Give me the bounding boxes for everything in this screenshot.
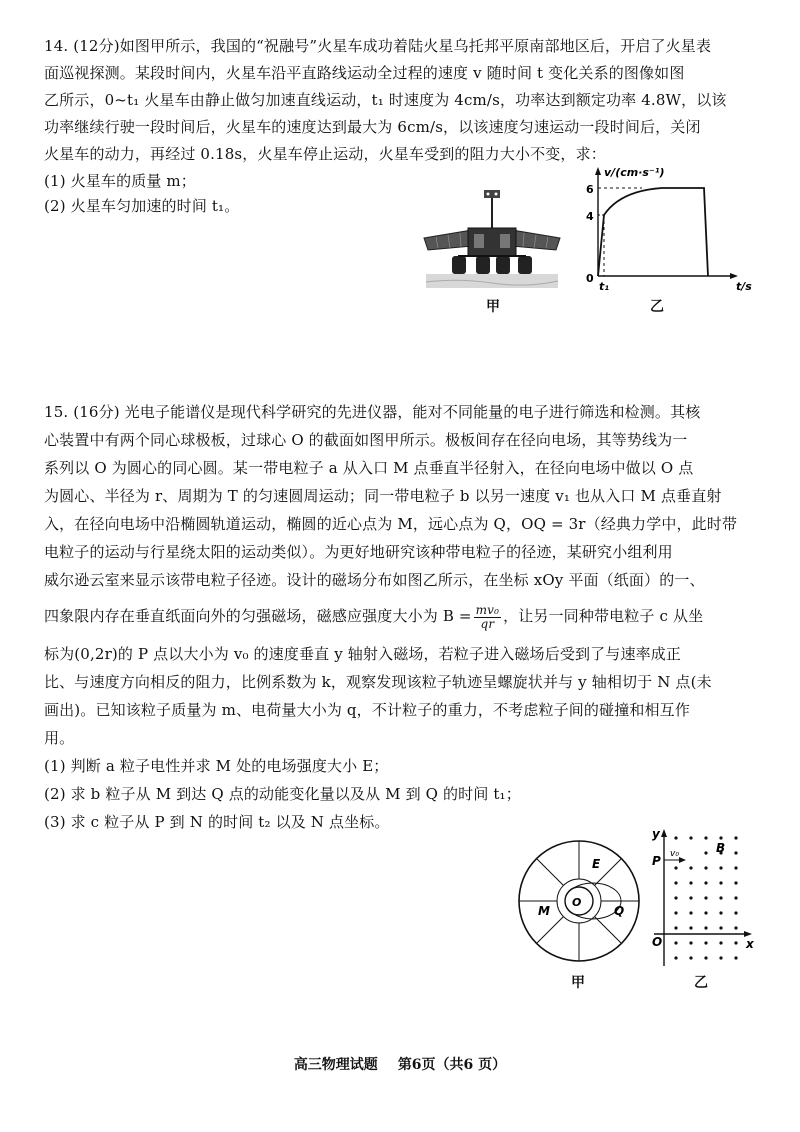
field-dot bbox=[674, 956, 677, 959]
field-figure-caption: 乙 bbox=[694, 975, 708, 991]
q15-line-8 bbox=[44, 600, 760, 632]
field-figure-svg bbox=[650, 826, 760, 970]
q15-line-2: 心装置中有两个同心球极板，过球心 O 的截面如图甲所示。极板间存在径向电场，其等势线为一 bbox=[44, 431, 688, 449]
q15-line-3: 系列以 O 为圆心的同心圆。某一带电粒子 a 从入口 M 点垂直半径射入，在径向电场中做以 O 点 bbox=[44, 459, 694, 477]
y-tick-0: 0 bbox=[586, 272, 594, 285]
y-axis-arrow bbox=[595, 167, 601, 175]
field-dot bbox=[719, 941, 722, 944]
field-dot bbox=[734, 881, 737, 884]
field-dots bbox=[674, 836, 737, 959]
field-dot bbox=[674, 836, 677, 839]
field-label-y: y bbox=[652, 827, 660, 841]
y-axis-label: v/(cm·s⁻¹) bbox=[604, 166, 665, 179]
b-field-numerator: mv₀ bbox=[475, 602, 500, 617]
field-dot bbox=[704, 836, 707, 839]
q14-line-3: 乙所示，0~t₁ 火星车由静止做匀加速直线运动，t₁ 时速度为 4cm/s，功率达到额定功率 4.8W，以该 bbox=[44, 91, 727, 109]
q15-line-10: 比、与速度方向相反的阻力，比例系数为 k，观察发现该粒子轨迹呈螺旋状并与 y 轴相切于 N 点(未 bbox=[44, 673, 712, 691]
q15-line-12: 用。 bbox=[44, 729, 75, 747]
q15-line-6: 电粒子的运动与行星绕太阳的运动类似）。为更好地研究该种带电粒子的径迹，某研究小组利用 bbox=[44, 543, 673, 561]
field-dot bbox=[689, 941, 692, 944]
vt-chart-caption: 乙 bbox=[650, 299, 664, 315]
x-axis-label: t/s bbox=[736, 280, 752, 293]
field-label-O: O bbox=[652, 935, 663, 949]
field-dot bbox=[704, 941, 707, 944]
q15-line-8-after: ，让另一同种带电粒子 c 从坐 bbox=[503, 607, 704, 625]
q14-sub-2: (2) 火星车匀加速的时间 t₁。 bbox=[44, 197, 240, 215]
field-dot bbox=[689, 896, 692, 899]
field-dot bbox=[689, 926, 692, 929]
q15-line-8-before: 四象限内存在垂直纸面向外的匀强磁场，磁感应强度大小为 B = bbox=[44, 607, 472, 625]
vt-chart-svg bbox=[582, 164, 762, 304]
field-dot bbox=[689, 866, 692, 869]
y-tick-4: 4 bbox=[586, 210, 594, 223]
x-axis-arrow bbox=[730, 273, 738, 279]
sphere-figure-svg bbox=[514, 836, 644, 966]
field-dot bbox=[674, 881, 677, 884]
field-dot bbox=[734, 911, 737, 914]
q15-line-5: 入，在径向电场中沿椭圆轨道运动，椭圆的近心点为 M，远心点为 Q，OQ = 3r（经典力学中，此时带 bbox=[44, 515, 738, 533]
footer-subject: 高三物理试题 bbox=[293, 1057, 378, 1073]
field-dot bbox=[704, 866, 707, 869]
field-dot bbox=[704, 881, 707, 884]
sphere-label-M: M bbox=[538, 904, 550, 918]
sphere-label-Q: Q bbox=[614, 904, 625, 918]
field-dot bbox=[734, 836, 737, 839]
b-field-fraction bbox=[474, 604, 501, 631]
q14-line-1: 14. (12分)如图甲所示，我国的“祝融号”火星车成功着陆火星乌托邦平原南部地区后，开启了火星表 bbox=[44, 37, 712, 55]
field-dot bbox=[704, 926, 707, 929]
field-dot bbox=[719, 926, 722, 929]
q15-line-1: 15. (16分) 光电子能谱仪是现代科学研究的先进仪器，能对不同能量的电子进行筛选和检测。其核 bbox=[44, 403, 701, 421]
field-dot bbox=[704, 956, 707, 959]
field-dot bbox=[719, 881, 722, 884]
q15-line-9: 标为(0,2r)的 P 点以大小为 v₀ 的速度垂直 y 轴射入磁场，若粒子进入磁场后受到了与速率成正 bbox=[44, 645, 682, 663]
rover-drawing bbox=[418, 186, 566, 296]
field-dot bbox=[734, 896, 737, 899]
b-field-denominator: qr bbox=[480, 616, 495, 631]
field-dot bbox=[674, 911, 677, 914]
field-dot bbox=[719, 866, 722, 869]
field-dot bbox=[734, 851, 737, 854]
footer-page-number: 第6页（共6 页） bbox=[397, 1057, 507, 1073]
q15-line-7: 威尔逊云室来显示该带电粒子径迹。设计的磁场分布如图乙所示，在坐标 xOy 平面（纸面）的一、 bbox=[44, 571, 705, 589]
field-dot bbox=[734, 926, 737, 929]
field-dot bbox=[674, 866, 677, 869]
sphere-figure-caption: 甲 bbox=[571, 975, 585, 991]
field-dot bbox=[704, 911, 707, 914]
q15-sub-1: (1) 判断 a 粒子电性并求 M 处的电场强度大小 E； bbox=[44, 757, 389, 775]
q15-sub-3: (3) 求 c 粒子从 P 到 N 的时间 t₂ 以及 N 点坐标。 bbox=[44, 813, 390, 831]
sphere-figure bbox=[514, 836, 644, 966]
field-dot bbox=[689, 911, 692, 914]
q14-line-5: 火星车的动力，再经过 0.18s，火星车停止运动，火星车受到的阻力大小不变，求： bbox=[44, 145, 606, 163]
field-dot bbox=[704, 896, 707, 899]
field-dot bbox=[719, 956, 722, 959]
field-dot bbox=[719, 911, 722, 914]
q14-line-2: 面巡视探测。某段时间内，火星车沿平直路线运动全过程的速度 v 随时间 t 变化关系的图像如图 bbox=[44, 64, 685, 82]
vt-chart bbox=[582, 164, 762, 304]
q15-sub-2: (2) 求 b 粒子从 M 到达 Q 点的动能变化量以及从 M 到 Q 的时间 t₁； bbox=[44, 785, 521, 803]
field-dot bbox=[719, 896, 722, 899]
sphere-label-E: E bbox=[592, 857, 601, 871]
field-dot bbox=[689, 956, 692, 959]
y-tick-6: 6 bbox=[586, 183, 594, 196]
field-dot bbox=[674, 941, 677, 944]
field-dot bbox=[674, 926, 677, 929]
page-footer bbox=[0, 1054, 800, 1074]
x-tick-t1: t₁ bbox=[599, 280, 610, 293]
field-dot bbox=[734, 941, 737, 944]
q14-sub-1: (1) 火星车的质量 m； bbox=[44, 172, 196, 190]
rover-figure bbox=[418, 186, 566, 296]
sphere-label-O: O bbox=[572, 896, 582, 909]
field-dot bbox=[674, 896, 677, 899]
field-dot bbox=[734, 956, 737, 959]
velocity-curve bbox=[598, 188, 708, 276]
field-dot bbox=[689, 836, 692, 839]
rover-figure-caption: 甲 bbox=[486, 299, 500, 315]
field-dot bbox=[719, 836, 722, 839]
field-figure bbox=[650, 826, 760, 970]
q15-line-4: 为圆心、半径为 r、周期为 T 的匀速圆周运动；同一带电粒子 b 以另一速度 v₁ 也从入口 M 点垂直射 bbox=[44, 487, 722, 505]
field-label-P: P bbox=[652, 854, 661, 868]
field-dot bbox=[704, 851, 707, 854]
field-label-B: B bbox=[716, 841, 726, 855]
field-label-x: x bbox=[746, 937, 754, 951]
field-dot bbox=[734, 866, 737, 869]
q15-line-11: 画出)。已知该粒子质量为 m、电荷量大小为 q，不计粒子的重力，不考虑粒子间的碰撞和相互作 bbox=[44, 701, 690, 719]
field-dot bbox=[689, 881, 692, 884]
field-label-v0: v₀ bbox=[670, 849, 679, 859]
q14-line-4: 功率继续行驶一段时间后，火星车的速度达到最大为 6cm/s，以该速度匀速运动一段时间后，关闭 bbox=[44, 118, 701, 136]
